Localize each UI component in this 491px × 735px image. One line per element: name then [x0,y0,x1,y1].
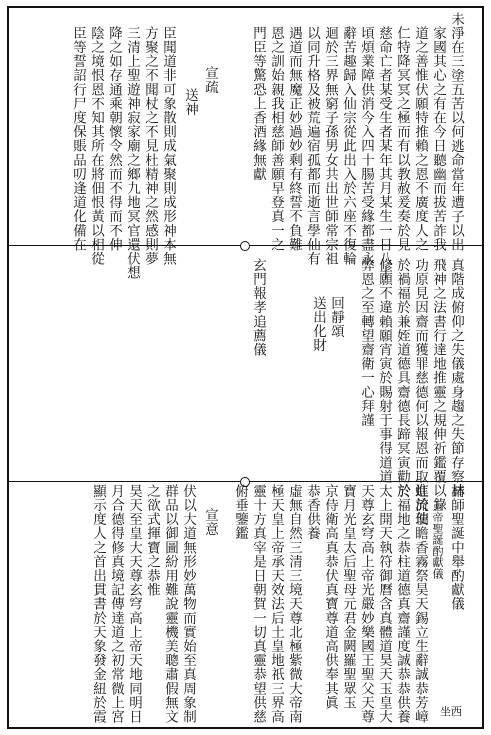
text-column: 顯示度人之首出貫書於天象發金紐於霞 [90,484,106,724]
text-column: 寶月光皇太后聖母元君金闕羅聖眾玉 [340,484,356,710]
text-column: 門臣等驚恐上香酒緣無獻 [250,26,266,182]
text-column: 道之善惟伏願特推賴之恩不廣度人之 [412,26,428,252]
binding-hole-upper [240,241,250,251]
text-column: 虛無自然三清三境天尊北極紫微大帝南 [286,484,302,724]
text-column: 遇道而無魔正妙過妙剩有終誓不負難 [286,26,302,252]
text-column: 群品以御圖紛用難說靈機美聰肅假無文 [162,484,178,724]
text-column: 送出化財 [310,296,326,353]
text-column: 玉帝聖誕酌獻儀 [431,500,444,580]
text-column: 降之如存通乘朝懷令然而不得而不伸 [106,26,122,252]
text-column: 極天皇上帝承天效法后土皇地祇三界高 [268,484,284,724]
text-column: 恭香供養 [304,484,320,541]
text-column: 太上開天執符御曆含真體道昊天玉皇大 [376,484,392,724]
text-column: 方聚之不聞杖之不見杜精神之然感則夢 [142,26,158,266]
text-column: 飛神之法書行達地推靈之規伸祈鑑覆以錄 [430,258,446,512]
text-column: 俯垂鑒鑑 [232,484,248,541]
text-column: 臣聞道非可象散則成氣聚則成形神本無 [160,26,176,266]
text-column: 臣等誓詔行尸度保賬品叨逢道化備在 [70,26,86,252]
text-column: 迴於三界無窮子孫男女共出世師常宗祖 [322,26,338,266]
text-column: 昊天至皇大天尊玄穹高上帝天地同明日 [126,484,142,724]
text-column: 請師聖誕中舉酌獻儀 [448,484,464,611]
text-column: 以同升格及被荒遍宿孤都而逝言學仙有 [304,26,320,266]
text-column: 之欲式揮寶之恭惟 [144,484,160,597]
text-column: 家國其心之有在今日聽幽而拔苦詐我 [430,26,446,252]
text-column: 陰之境恨恩不知其所在將佃恨黃以相從 [88,26,104,266]
text-column: 宣疏 [202,66,218,95]
text-column: 頃煩業障供消今入四十腸苦受緣都盡永 [358,26,374,266]
text-column: 月合德得修真境記傳達道之初常微上宮 [108,484,124,724]
text-column: 慈命亡者某受生者某年其月某生一日八十 [376,26,392,280]
text-column: 恩之訓始親我相慈師善願早登真一之 [268,26,284,252]
text-column: 功原見因齋而獲罪慈德何以報恩而取進於使 [412,258,428,526]
text-column: 辭苦趣歸入仙宗從此出入於六座不復輪 [340,26,356,266]
text-column: 回靜頌 [328,296,344,339]
text-column: 真階成俯仰之失儀處身趨之失節存察林 [448,258,464,498]
text-column: 伏以大道無形妙萬物而實始至真周象制 [180,484,196,724]
text-column: 靈十方真宰是日朝賀一切真靈恭望供慈 [250,484,266,724]
text-column: 玄門報孝追薦儀 [250,258,266,357]
text-column: 京侍衛高真恭伏真寶尊道高供奉其眞 [322,484,338,710]
text-column: 虹流瑞瞻香霧祭昊天錫立生辭誠恭芳嶂 [412,484,428,724]
text-column: 三清上聖遊神寂家廟之鄉九地冥官還伏想 [124,26,140,280]
text-column: 未淨在三塗五苦以何逃命當年遭子以出 [448,12,464,252]
text-column: 弊恩之至轉望齋衛一心拜謹 [358,258,374,428]
text-column: 宣意 [202,508,218,537]
page-number: 坐西 [440,705,462,718]
text-column: 於禍福於兼姪道德具齋德長蹄冥寅勸於 [394,258,410,498]
text-column: 仁特降冥冥之極而有以教赦爰奏於見 [394,26,410,252]
text-column: 於福地之恭柱道德真齋謹度誠恭恭供養 [394,484,410,724]
text-column: 送神 [182,88,198,117]
text-column: 天尊玄穹高上帝光嚴妙樂國王聖父天尊 [358,484,374,724]
text-column: 修願不違賴願宵寅於賜射于事得道道 [376,258,392,484]
